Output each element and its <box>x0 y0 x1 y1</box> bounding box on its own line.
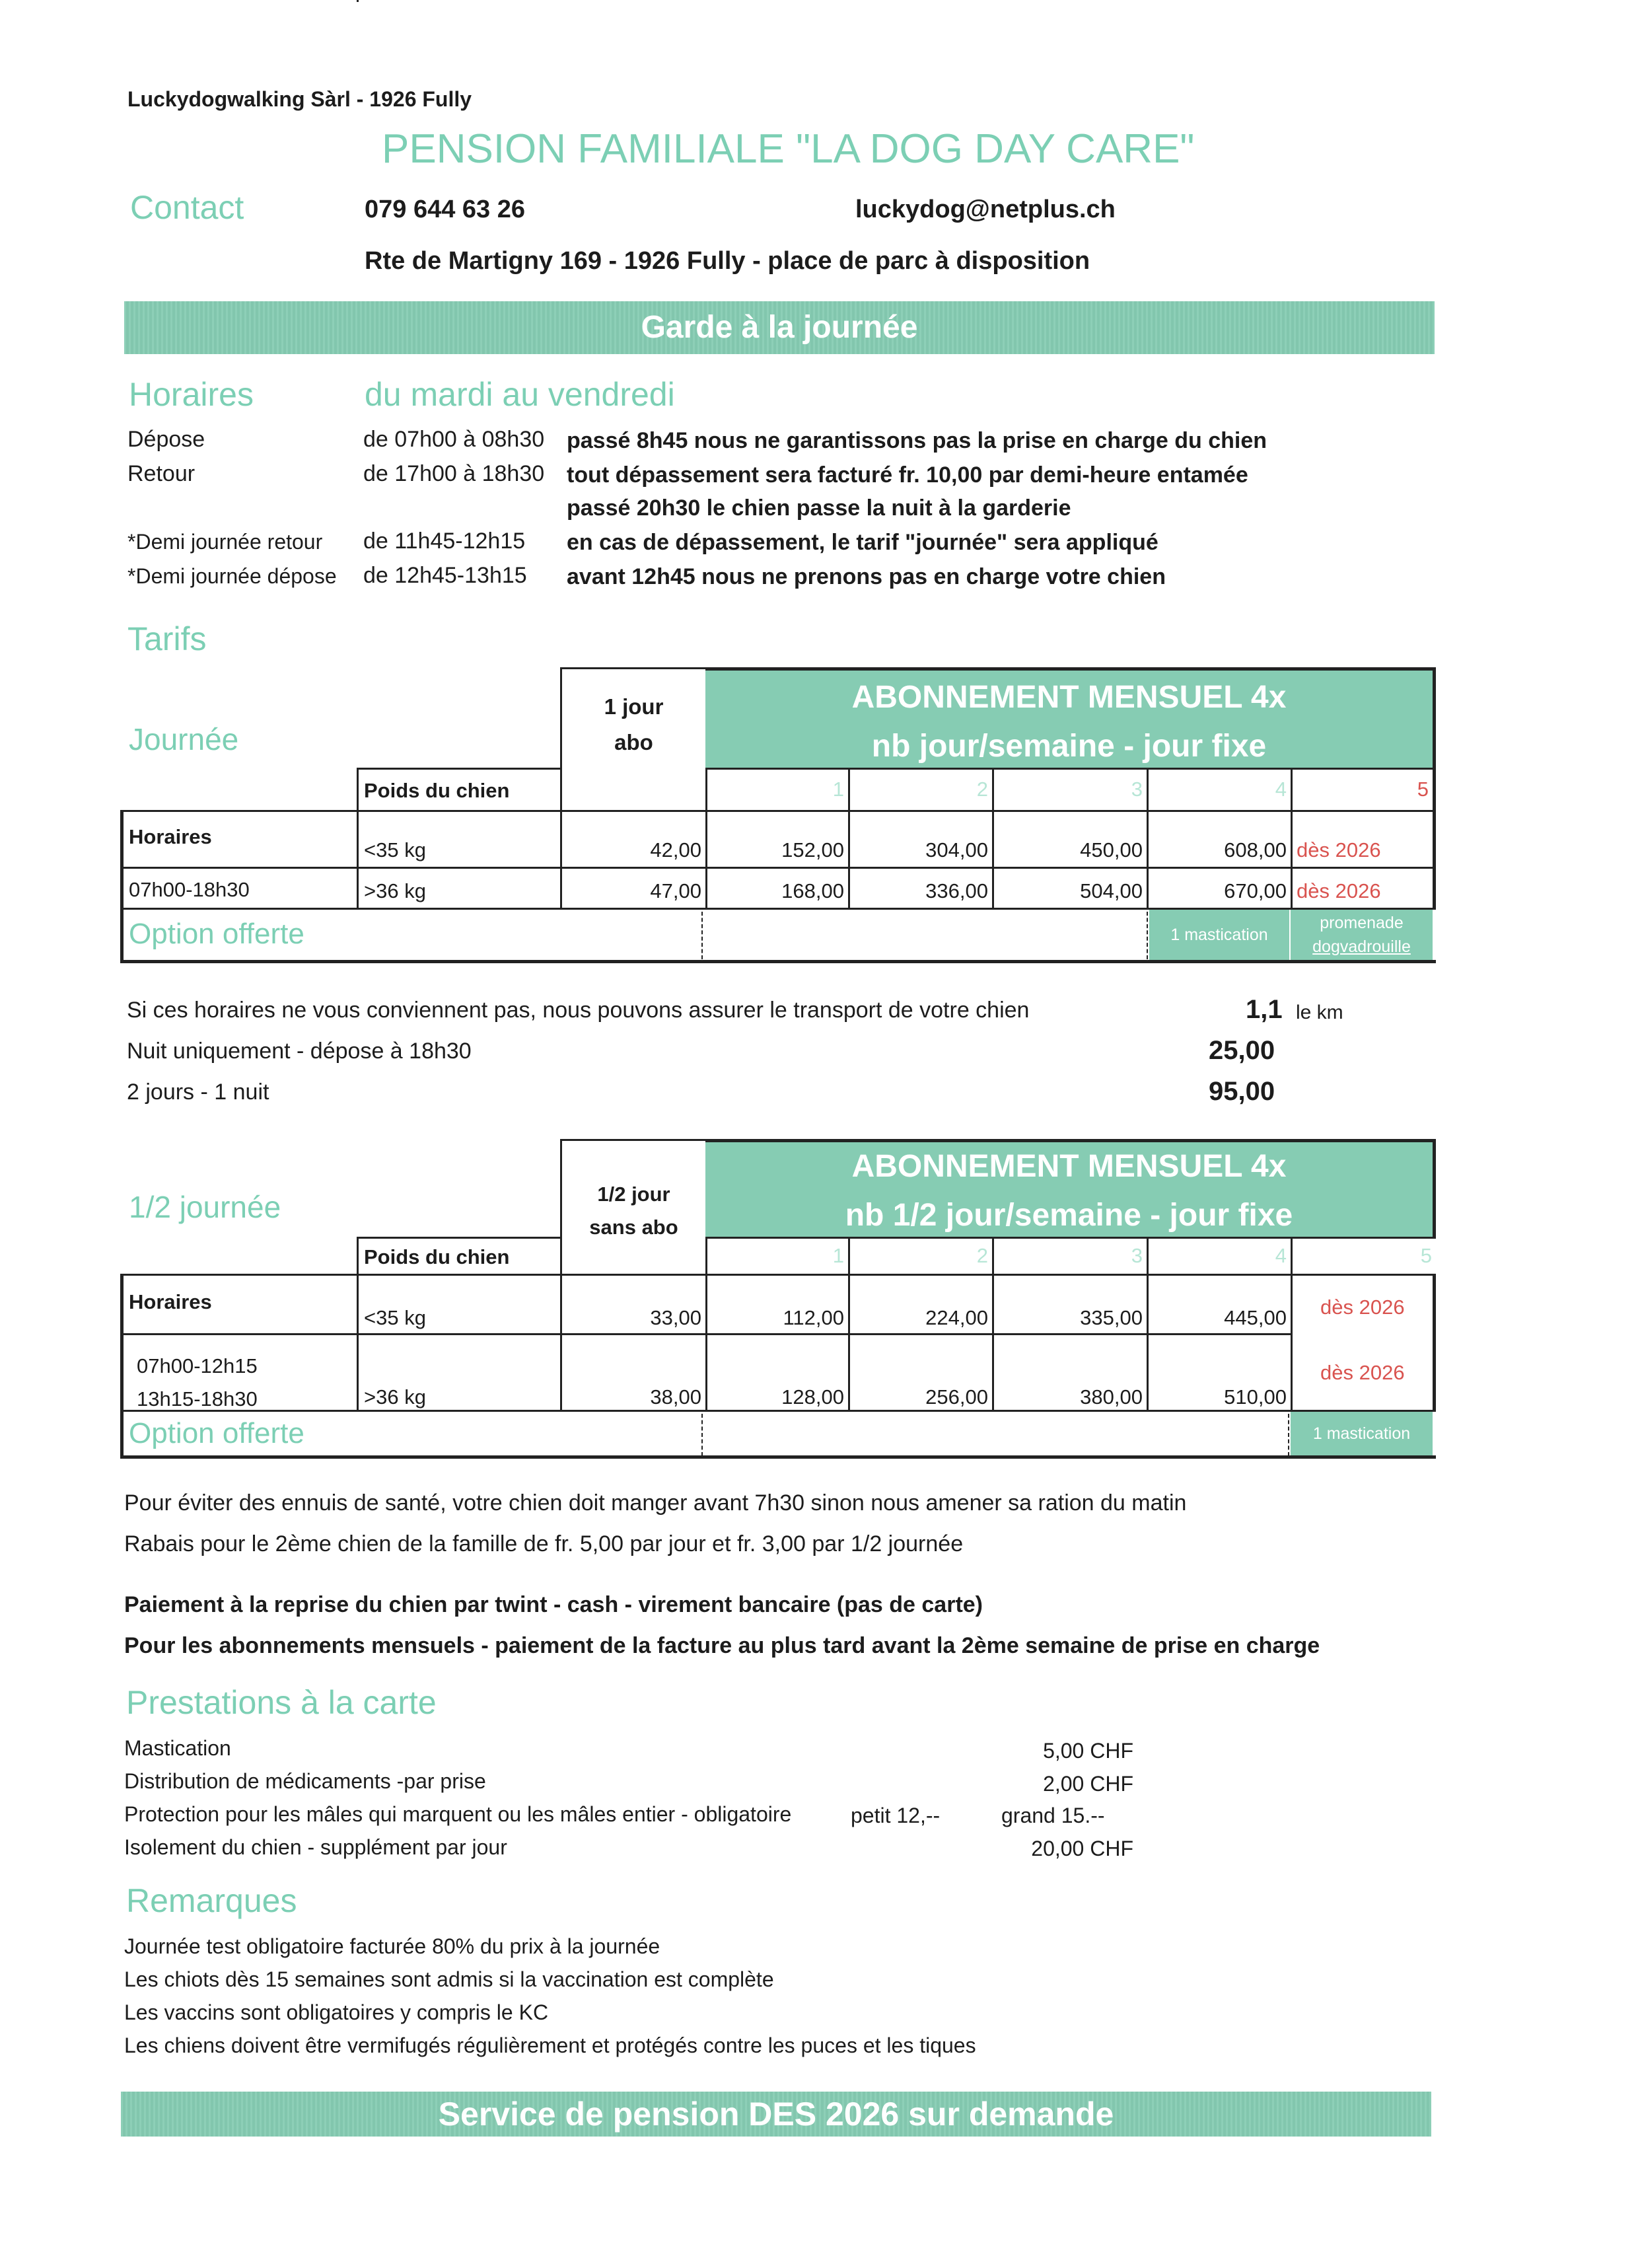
note-line: Rabais pour le 2ème chien de la famille de fr. 5,00 par jour et fr. 3,00 par 1/2 journée <box>124 1531 964 1556</box>
remark-line: Les vaccins sont obligatoires y compris le KC <box>124 2000 549 2024</box>
availability-cell: dès 2026 <box>1291 1274 1436 1333</box>
single-day-header-line1: 1 jour <box>604 694 664 719</box>
prestation-label: Isolement du chien - supplément par jour <box>124 1835 507 1859</box>
price-cell: 445,00 <box>1147 1274 1291 1333</box>
weight-cell: <35 kg <box>357 1274 560 1333</box>
price-cell: 42,00 <box>560 810 705 867</box>
horaires-row-time: de 12h45-13h15 <box>363 563 527 588</box>
subscription-header-line2: nb jour/semaine - jour fixe <box>871 729 1267 764</box>
horaires-row-note: avant 12h45 nous ne prenons pas en charge votre chien <box>567 564 1166 589</box>
note-line: Pour éviter des ennuis de santé, votre chien doit manger avant 7h30 sinon nous amener sa ration du matin <box>124 1490 1187 1516</box>
horaires-cell: Horaires <box>120 1274 357 1333</box>
price-cell: 168,00 <box>705 867 848 908</box>
availability-cell: dès 2026 <box>1291 867 1436 908</box>
two-days-price: 95,00 <box>1209 1077 1275 1106</box>
availability-cell: dès 2026 <box>1291 1333 1436 1411</box>
hours-cell: 07h00-18h30 <box>120 867 357 908</box>
price-cell: 504,00 <box>992 867 1147 908</box>
day-care-band: Garde à la journée <box>124 301 1435 354</box>
contact-label: Contact <box>130 189 244 226</box>
subscription-header-line1: ABONNEMENT MENSUEL 4x <box>851 1149 1287 1184</box>
weight-cell: <35 kg <box>357 810 560 867</box>
weight-header: Poids du chien <box>357 768 560 813</box>
transport-value: 1,1 <box>1246 995 1283 1024</box>
subscription-header <box>705 667 1436 768</box>
price-cell: 304,00 <box>848 810 992 867</box>
price-cell: 335,00 <box>992 1274 1147 1333</box>
horaires-row-label: Dépose <box>127 427 205 452</box>
column-number: 5 <box>1291 768 1436 813</box>
hours-line1: 07h00-12h15 <box>137 1354 258 1377</box>
journee-label: Journée <box>129 722 239 756</box>
price-cell: 256,00 <box>848 1333 992 1411</box>
prestation-label: Distribution de médicaments -par prise <box>124 1769 486 1793</box>
horaires-row-time: de 11h45-12h15 <box>363 529 526 554</box>
remark-line: Les chiens doivent être vermifugés régulièrement et protégés contre les puces et les tiques <box>124 2033 976 2057</box>
weight-cell: >36 kg <box>357 867 560 908</box>
tarifs-label: Tarifs <box>127 620 207 657</box>
column-number: 1 <box>705 1237 848 1276</box>
price-cell: 33,00 <box>560 1274 705 1333</box>
prestation-price: 2,00 CHF <box>1043 1772 1133 1796</box>
page-title: PENSION FAMILIALE "LA DOG DAY CARE" <box>382 126 1195 172</box>
contact-email[interactable]: luckydog@netplus.ch <box>855 196 1116 223</box>
horaires-row-label: *Demi journée dépose <box>127 564 337 588</box>
horaires-row-time: de 17h00 à 18h30 <box>363 461 545 486</box>
prestation-price: 5,00 CHF <box>1043 1739 1133 1763</box>
subscription-header <box>705 1139 1436 1237</box>
weight-cell: >36 kg <box>357 1333 560 1411</box>
remark-line: Journée test obligatoire facturée 80% du prix à la journée <box>124 1934 660 1958</box>
prestation-price: 20,00 CHF <box>1031 1837 1133 1860</box>
column-number: 2 <box>848 768 992 813</box>
column-number: 2 <box>848 1237 992 1276</box>
company-name: Luckydogwalking Sàrl - 1926 Fully <box>127 87 472 111</box>
transport-unit: le km <box>1296 1002 1343 1023</box>
horaires-row-note: passé 20h30 le chien passe la nuit à la garderie <box>567 495 1071 521</box>
prestation-label: Protection pour les mâles qui marquent ou les mâles entier - obligatoire <box>124 1802 792 1826</box>
option-promenade-line1: promenade <box>1320 914 1404 932</box>
price-cell: 224,00 <box>848 1274 992 1333</box>
prestations-title: Prestations à la carte <box>126 1684 437 1721</box>
payment-line: Paiement à la reprise du chien par twint - cash - virement bancaire (pas de carte) <box>124 1592 983 1617</box>
option-row: Option offerte <box>120 908 1436 963</box>
single-day-header <box>560 667 705 813</box>
horaires-row-time: de 07h00 à 08h30 <box>363 427 545 452</box>
price-cell: 380,00 <box>992 1333 1147 1411</box>
horaires-row-note: en cas de dépassement, le tarif "journée" sera appliqué <box>567 530 1158 555</box>
night-text: Nuit uniquement - dépose à 18h30 <box>127 1039 472 1064</box>
price-cell: 152,00 <box>705 810 848 867</box>
horaires-row-label: Retour <box>127 461 196 486</box>
contact-address: Rte de Martigny 169 - 1926 Fully - place de parc à disposition <box>365 247 1090 275</box>
contact-phone: 079 644 63 26 <box>365 196 526 223</box>
prestation-label: Mastication <box>124 1736 231 1760</box>
price-cell: 112,00 <box>705 1274 848 1333</box>
price-cell: 128,00 <box>705 1333 848 1411</box>
column-number: 3 <box>992 768 1147 813</box>
price-cell: 510,00 <box>1147 1333 1291 1411</box>
remark-line: Les chiots dès 15 semaines sont admis si la vaccination est complète <box>124 1967 774 1991</box>
column-number: 4 <box>1147 768 1291 813</box>
option-promenade-line2: dogvadrouille <box>1312 937 1411 956</box>
hours-line2: 13h15-18h30 <box>137 1387 258 1410</box>
horaires-row-note: passé 8h45 nous ne garantissons pas la prise en charge du chien <box>567 428 1267 453</box>
half-day-label: 1/2 journée <box>129 1190 281 1224</box>
price-cell: 608,00 <box>1147 810 1291 867</box>
single-day-header-line2: abo <box>614 730 653 754</box>
transport-text: Si ces horaires ne vous conviennent pas, nous pouvons assurer le transport de votre chien <box>127 998 1030 1023</box>
horaires-cell: Horaires <box>120 810 357 867</box>
remarques-title: Remarques <box>126 1882 297 1919</box>
horaires-days: du mardi au vendredi <box>365 376 675 413</box>
option-row: Option offerte <box>120 1410 1436 1459</box>
two-days-text: 2 jours - 1 nuit <box>127 1079 269 1105</box>
column-number: 1 <box>705 768 848 813</box>
availability-cell: dès 2026 <box>1291 810 1436 867</box>
horaires-row-note: tout dépassement sera facturé fr. 10,00 par demi-heure entamée <box>567 462 1248 488</box>
option-mastication: 1 mastication <box>1149 910 1289 960</box>
price-cell: 38,00 <box>560 1333 705 1411</box>
hours-cell <box>120 1333 357 1411</box>
column-number: 3 <box>992 1237 1147 1276</box>
price-cell: 336,00 <box>848 867 992 908</box>
column-number: 4 <box>1147 1237 1291 1276</box>
horaires-label: Horaires <box>129 376 254 413</box>
payment-line: Pour les abonnements mensuels - paiement de la facture au plus tard avant la 2ème semaine de prise en charge <box>124 1633 1320 1658</box>
prestation-large-price: grand 15.-- <box>1001 1804 1105 1827</box>
half-day-header-line1: 1/2 jour <box>597 1183 670 1206</box>
price-cell: 450,00 <box>992 810 1147 867</box>
price-cell: 670,00 <box>1147 867 1291 908</box>
footer-band: Service de pension DES 2026 sur demande <box>121 2092 1431 2137</box>
half-day-header-line2: sans abo <box>589 1216 678 1239</box>
weight-header: Poids du chien <box>357 1237 560 1276</box>
horaires-row-label: *Demi journée retour <box>127 530 323 554</box>
subscription-header-line1: ABONNEMENT MENSUEL 4x <box>851 680 1287 715</box>
option-promenade <box>1291 910 1433 960</box>
price-cell: 47,00 <box>560 867 705 908</box>
subscription-header-line2: nb 1/2 jour/semaine - jour fixe <box>845 1198 1293 1233</box>
prestation-small-price: petit 12,-- <box>851 1804 941 1827</box>
half-day-header <box>560 1139 705 1276</box>
night-price: 25,00 <box>1209 1036 1275 1065</box>
column-number: 5 <box>1291 1237 1436 1276</box>
option-mastication: 1 mastication <box>1291 1412 1433 1455</box>
